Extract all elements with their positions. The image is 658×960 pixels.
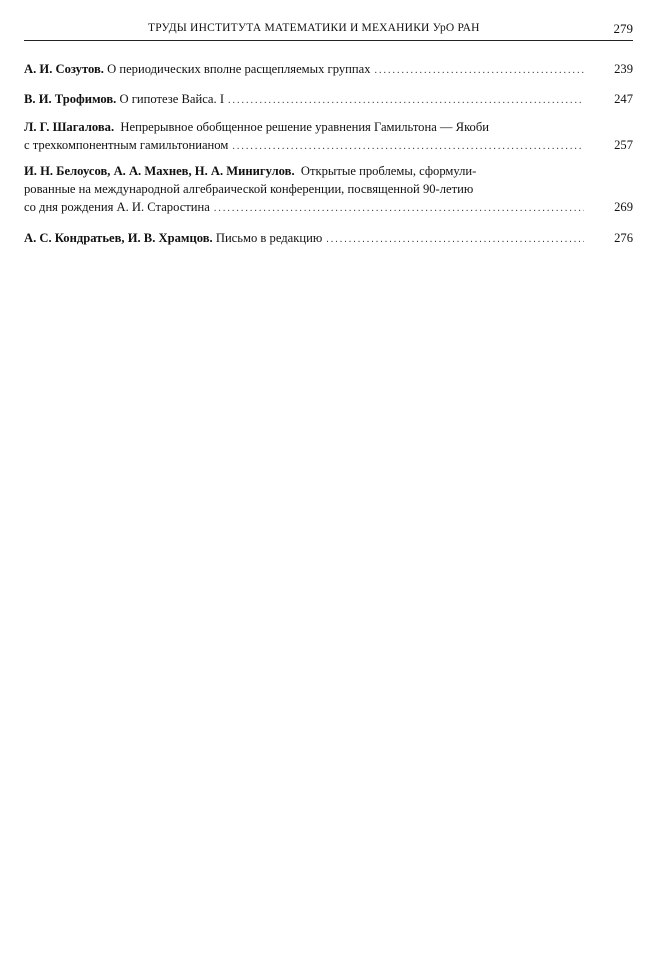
toc-entry — [24, 118, 584, 156]
entry-page-number: 276 — [614, 231, 633, 245]
entry-page-number: 247 — [614, 92, 633, 106]
entry-page-number: 269 — [614, 200, 633, 214]
header-page-number: 279 — [613, 21, 633, 36]
entry-page-number: 239 — [614, 62, 633, 76]
entry-authors: А. С. Кондратьев, И. В. Храмцов. — [24, 231, 213, 245]
entry-page-number: 257 — [614, 138, 633, 152]
journal-title: ТРУДЫ ИНСТИТУТА МАТЕМАТИКИ И МЕХАНИКИ УрО РАН — [148, 22, 480, 34]
toc-entry — [24, 60, 584, 80]
entry-title-continued: со дня рождения А. И. Старостина — [24, 200, 210, 214]
entry-title: Открытые проблемы, сформули- — [300, 164, 477, 178]
entry-title-continued: с трехкомпонентным гамильтонианом — [24, 138, 229, 152]
leader-dots — [228, 92, 584, 110]
toc-entry — [24, 229, 584, 249]
leader-dots — [375, 62, 585, 80]
leader-dots — [232, 138, 584, 156]
leader-dots — [214, 200, 584, 218]
entry-title: Письмо в редакцию — [215, 231, 323, 245]
leader-dots — [326, 231, 584, 249]
entry-title-continued: рованные на международной алгебраической конференции, посвященной 90-летию — [24, 182, 474, 196]
entry-authors: А. И. Созутов. — [24, 62, 104, 76]
toc-entry — [24, 162, 584, 218]
entry-title: О гипотезе Вайса. I — [119, 92, 225, 106]
entry-authors: И. Н. Белоусов, А. А. Махнев, Н. А. Минигулов. — [24, 164, 295, 178]
toc-entry — [24, 90, 584, 110]
entry-title: Непрерывное обобщенное решение уравнения Гамильтона — Якоби — [120, 120, 489, 134]
entry-title: О периодических вполне расщепляемых группах — [107, 62, 371, 76]
entry-authors: В. И. Трофимов. — [24, 92, 117, 106]
entry-authors: Л. Г. Шагалова. — [24, 120, 115, 134]
running-header — [24, 22, 633, 41]
